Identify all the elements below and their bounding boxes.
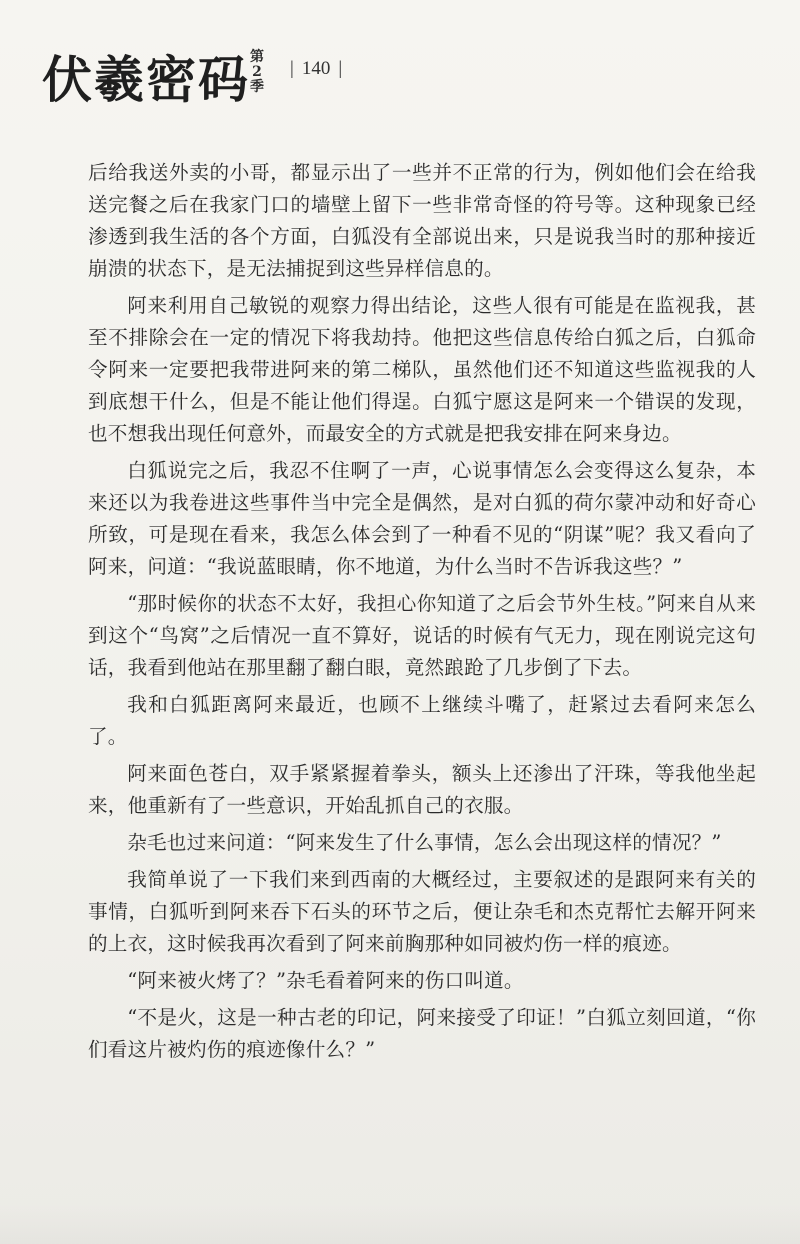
paragraph: 阿来面色苍白，双手紧紧握着拳头，额头上还渗出了汗珠，等我他坐起来，他重新有了一些意识，开始乱抓自己的衣服。 [88,762,756,817]
page-number-block [282,58,350,80]
paragraph: 我简单说了一下我们来到西南的大概经过，主要叙述的是跟阿来有关的事情，白狐听到阿来吞下石头的环节之后，便让杂毛和杰克帮忙去解开阿来的上衣，这时候我再次看到了阿来前胸那种如同被灼伤一样的痕迹。 [88,868,756,955]
paragraph: 我和白狐距离阿来最近，也顾不上继续斗嘴了，赶紧过去看阿来怎么了。 [88,693,756,748]
paragraph: 杂毛也过来问道：“阿来发生了什么事情，怎么会出现这样的情况？” [127,831,722,854]
book-title: 伏羲密码 [42,50,250,109]
paragraph: 阿来利用自己敏锐的观察力得出结论，这些人很有可能是在监视我，甚至不排除会在一定的情况下将我劫持。他把这些信息传给白狐之后，白狐命令阿来一定要把我带进阿来的第二梯队，虽然他们还不知道这些监视我的人到底想干什么，但是不能让他们得逞。白狐宁愿这是阿来一个错误的发现，也不想我出现任何意外，而最安全的方式就是把我安排在阿来身边。 [88,294,756,445]
paragraph: “阿来被火烤了？”杂毛看着阿来的伤口叫道。 [127,969,524,992]
season-label: 第2季 [250,49,264,95]
paragraph: “那时候你的状态不太好，我担心你知道了之后会节外生枝。”阿来自从来到这个“鸟窝”之后情况一直不算好，说话的时候有气无力，现在刚说完这句话，我看到他站在那里翻了翻白眼，竟然踉跄了几步倒了下去。 [88,592,756,679]
paragraph: 后给我送外卖的小哥，都显示出了一些并不正常的行为，例如他们会在给我送完餐之后在我家门口的墙壁上留下一些非常奇怪的符号等。这种现象已经渗透到我生活的各个方面，白狐没有全部说出来，只是说我当时的那种接近崩溃的状态下，是无法捕捉到这些异样信息的。 [88,161,756,280]
page-bottom-shadow [0,1204,800,1244]
page-number: 140 [301,58,331,79]
page-number-right-bar: | [338,58,343,79]
paragraph: “不是火，这是一种古老的印记，阿来接受了印证！”白狐立刻回道，“你们看这片被灼伤的痕迹像什么？” [88,1006,756,1061]
paragraph: 白狐说完之后，我忍不住啊了一声，心说事情怎么会变得这么复杂，本来还以为我卷进这些事件当中完全是偶然，是对白狐的荷尔蒙冲动和好奇心所致，可是现在看来，我怎么体会到了一种看不见的“阴谋”呢？我又看向了阿来，问道：“我说蓝眼睛，你不地道，为什么当时不告诉我这些？” [88,459,756,578]
body-text [88,157,756,1071]
page-number-left-bar: | [290,58,294,79]
